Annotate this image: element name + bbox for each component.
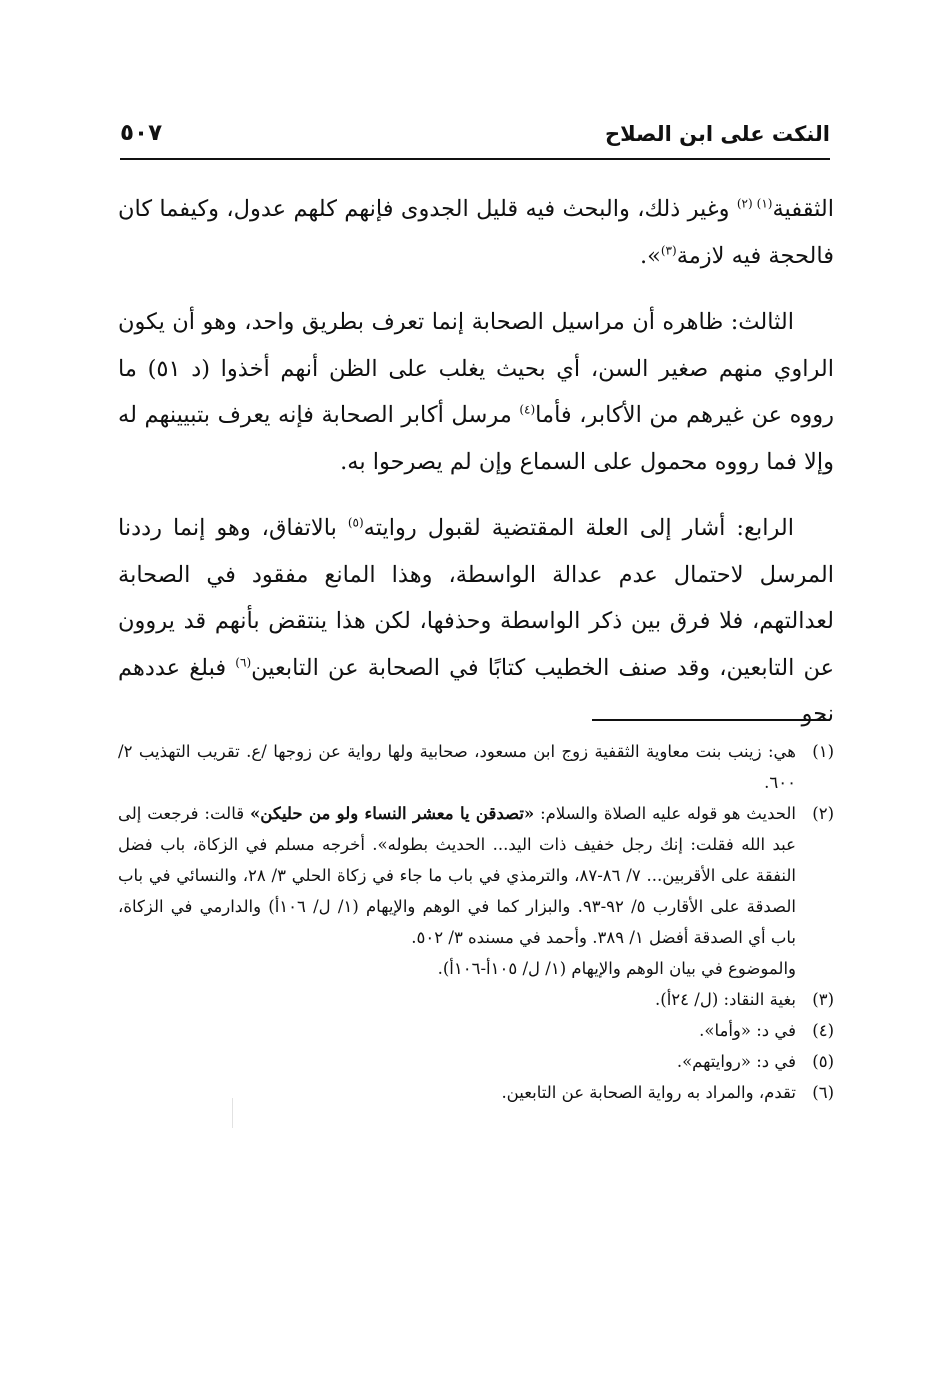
hadith-quote: «تصدقن يا معشر النساء ولو من حليكن» <box>249 804 535 823</box>
paragraph-1 <box>118 186 834 279</box>
footnote-ref: (٦) <box>235 655 252 669</box>
footnote-ref: (١) (٢) <box>736 196 773 211</box>
paragraph-text: بالاتفاق، وهو إنما رددنا المرسل لاحتمال عدم عدالة الواسطة، وهذا المانع مفقود في الصحابة لعدالتهم، فلا فرق بين ذكر الواسطة وحذفها، لكن هذا ينتقض بأنهم قد يروون عن التابعين، وقد صنف الخطيب كتابًا في الصحابة عن التابعين <box>118 515 834 681</box>
footnote-ref: (٣) <box>660 243 677 257</box>
footnote-3 <box>118 984 834 1015</box>
footnote-separator <box>592 719 830 721</box>
main-text <box>118 186 834 758</box>
footnote-number: (٢) <box>812 804 834 823</box>
paragraph-2 <box>118 299 834 485</box>
footnote-text: في د: «روايتهم». <box>676 1052 796 1071</box>
footnote-text: تقدم، والمراد به رواية الصحابة عن التابعين. <box>501 1083 796 1102</box>
footnote-number: (٤) <box>812 1021 834 1040</box>
paragraph-text: مرسل أكابر الصحابة فإنه يعرف بتبيينهم له وإلا فما رووه محمول على السماع وإن لم يصرحوا به. <box>118 402 834 475</box>
footnote-text-part: الحديث هو قوله عليه الصلاة والسلام: <box>534 804 797 823</box>
footnote-number: (٦) <box>812 1083 834 1102</box>
footnote-text: والموضوع في بيان الوهم والإيهام (١/ ل/ ١٠٥أ-١٠٦أ). <box>437 959 796 978</box>
book-title: النكت على ابن الصلاح <box>604 122 830 146</box>
paragraph-text: الرابع: أشار إلى العلة المقتضية لقبول روايته <box>363 515 795 541</box>
paragraph-text: فبلغ عددهم نحو <box>118 654 834 727</box>
footnote-text <box>118 798 796 953</box>
footnote-number: (٥) <box>812 1052 834 1071</box>
paragraph-text: الثالث: ظاهره أن مراسيل الصحابة إنما تعرف بطريق واحد، وهو أن يكون الراوي منهم صغير السن، أي بحيث يغلب على الظن أنهم أخذوا (د ٥١) ما رووه عن غيرهم من الأكابر، فأما <box>118 309 834 428</box>
paragraph-text: وغير ذلك، والبحث فيه قليل الجدوى فإنهم كلهم عدول، وكيفما كان فالحجة فيه لازمة <box>118 196 834 269</box>
footnote-number: (٣) <box>812 990 834 1009</box>
footnote-text: في د: «وأما». <box>699 1021 796 1040</box>
footnote-2 <box>118 798 834 953</box>
paragraph-3 <box>118 505 834 738</box>
footnotes <box>118 736 834 1108</box>
paragraph-text: الثقفية <box>772 196 834 222</box>
footnote-text: بغية النقاد: (ل/ ٢٤أ). <box>655 990 796 1009</box>
footnote-text: هي: زينب بنت معاوية الثقفية زوج ابن مسعود، صحابية ولها رواية عن زوجها /ع. تقريب التهذيب ٢/ ٦٠٠. <box>118 742 796 792</box>
footnote-text-part: قالت: فرجعت إلى عبد الله فقلت: إنك رجل خفيف ذات اليد... الحديث بطوله». أخرجه مسلم في الزكاة، باب فضل النفقة على الأقربين... ٧/ ٨٦-٨٧، والترمذي في باب ما جاء في زكاة الحلي ٣/ ٢٨، والنسائي في باب الصدقة على الأقارب ٥/ ٩٢-٩٣. والبزار كما في الوهم والإيهام (١/ ل/ ١٠٦أ) والدارمي في الزكاة، باب أي الصدقة أفضل ١/ ٣٨٩. وأحمد في مسنده ٣/ ٥٠٢. <box>118 804 797 947</box>
page-number: ٥٠٧ <box>120 120 163 146</box>
footnote-2-continuation <box>118 953 834 984</box>
running-header <box>120 108 830 160</box>
footnote-4 <box>118 1015 834 1046</box>
footnote-ref: (٥) <box>347 515 364 530</box>
footnote-number: (١) <box>812 742 834 761</box>
header-rule <box>120 158 830 160</box>
footnote-1 <box>118 736 834 798</box>
scan-artifact <box>232 1098 233 1128</box>
footnote-6 <box>118 1077 834 1108</box>
footnote-5 <box>118 1046 834 1077</box>
paragraph-text: ». <box>639 242 661 269</box>
footnote-ref: (٤) <box>519 402 536 417</box>
